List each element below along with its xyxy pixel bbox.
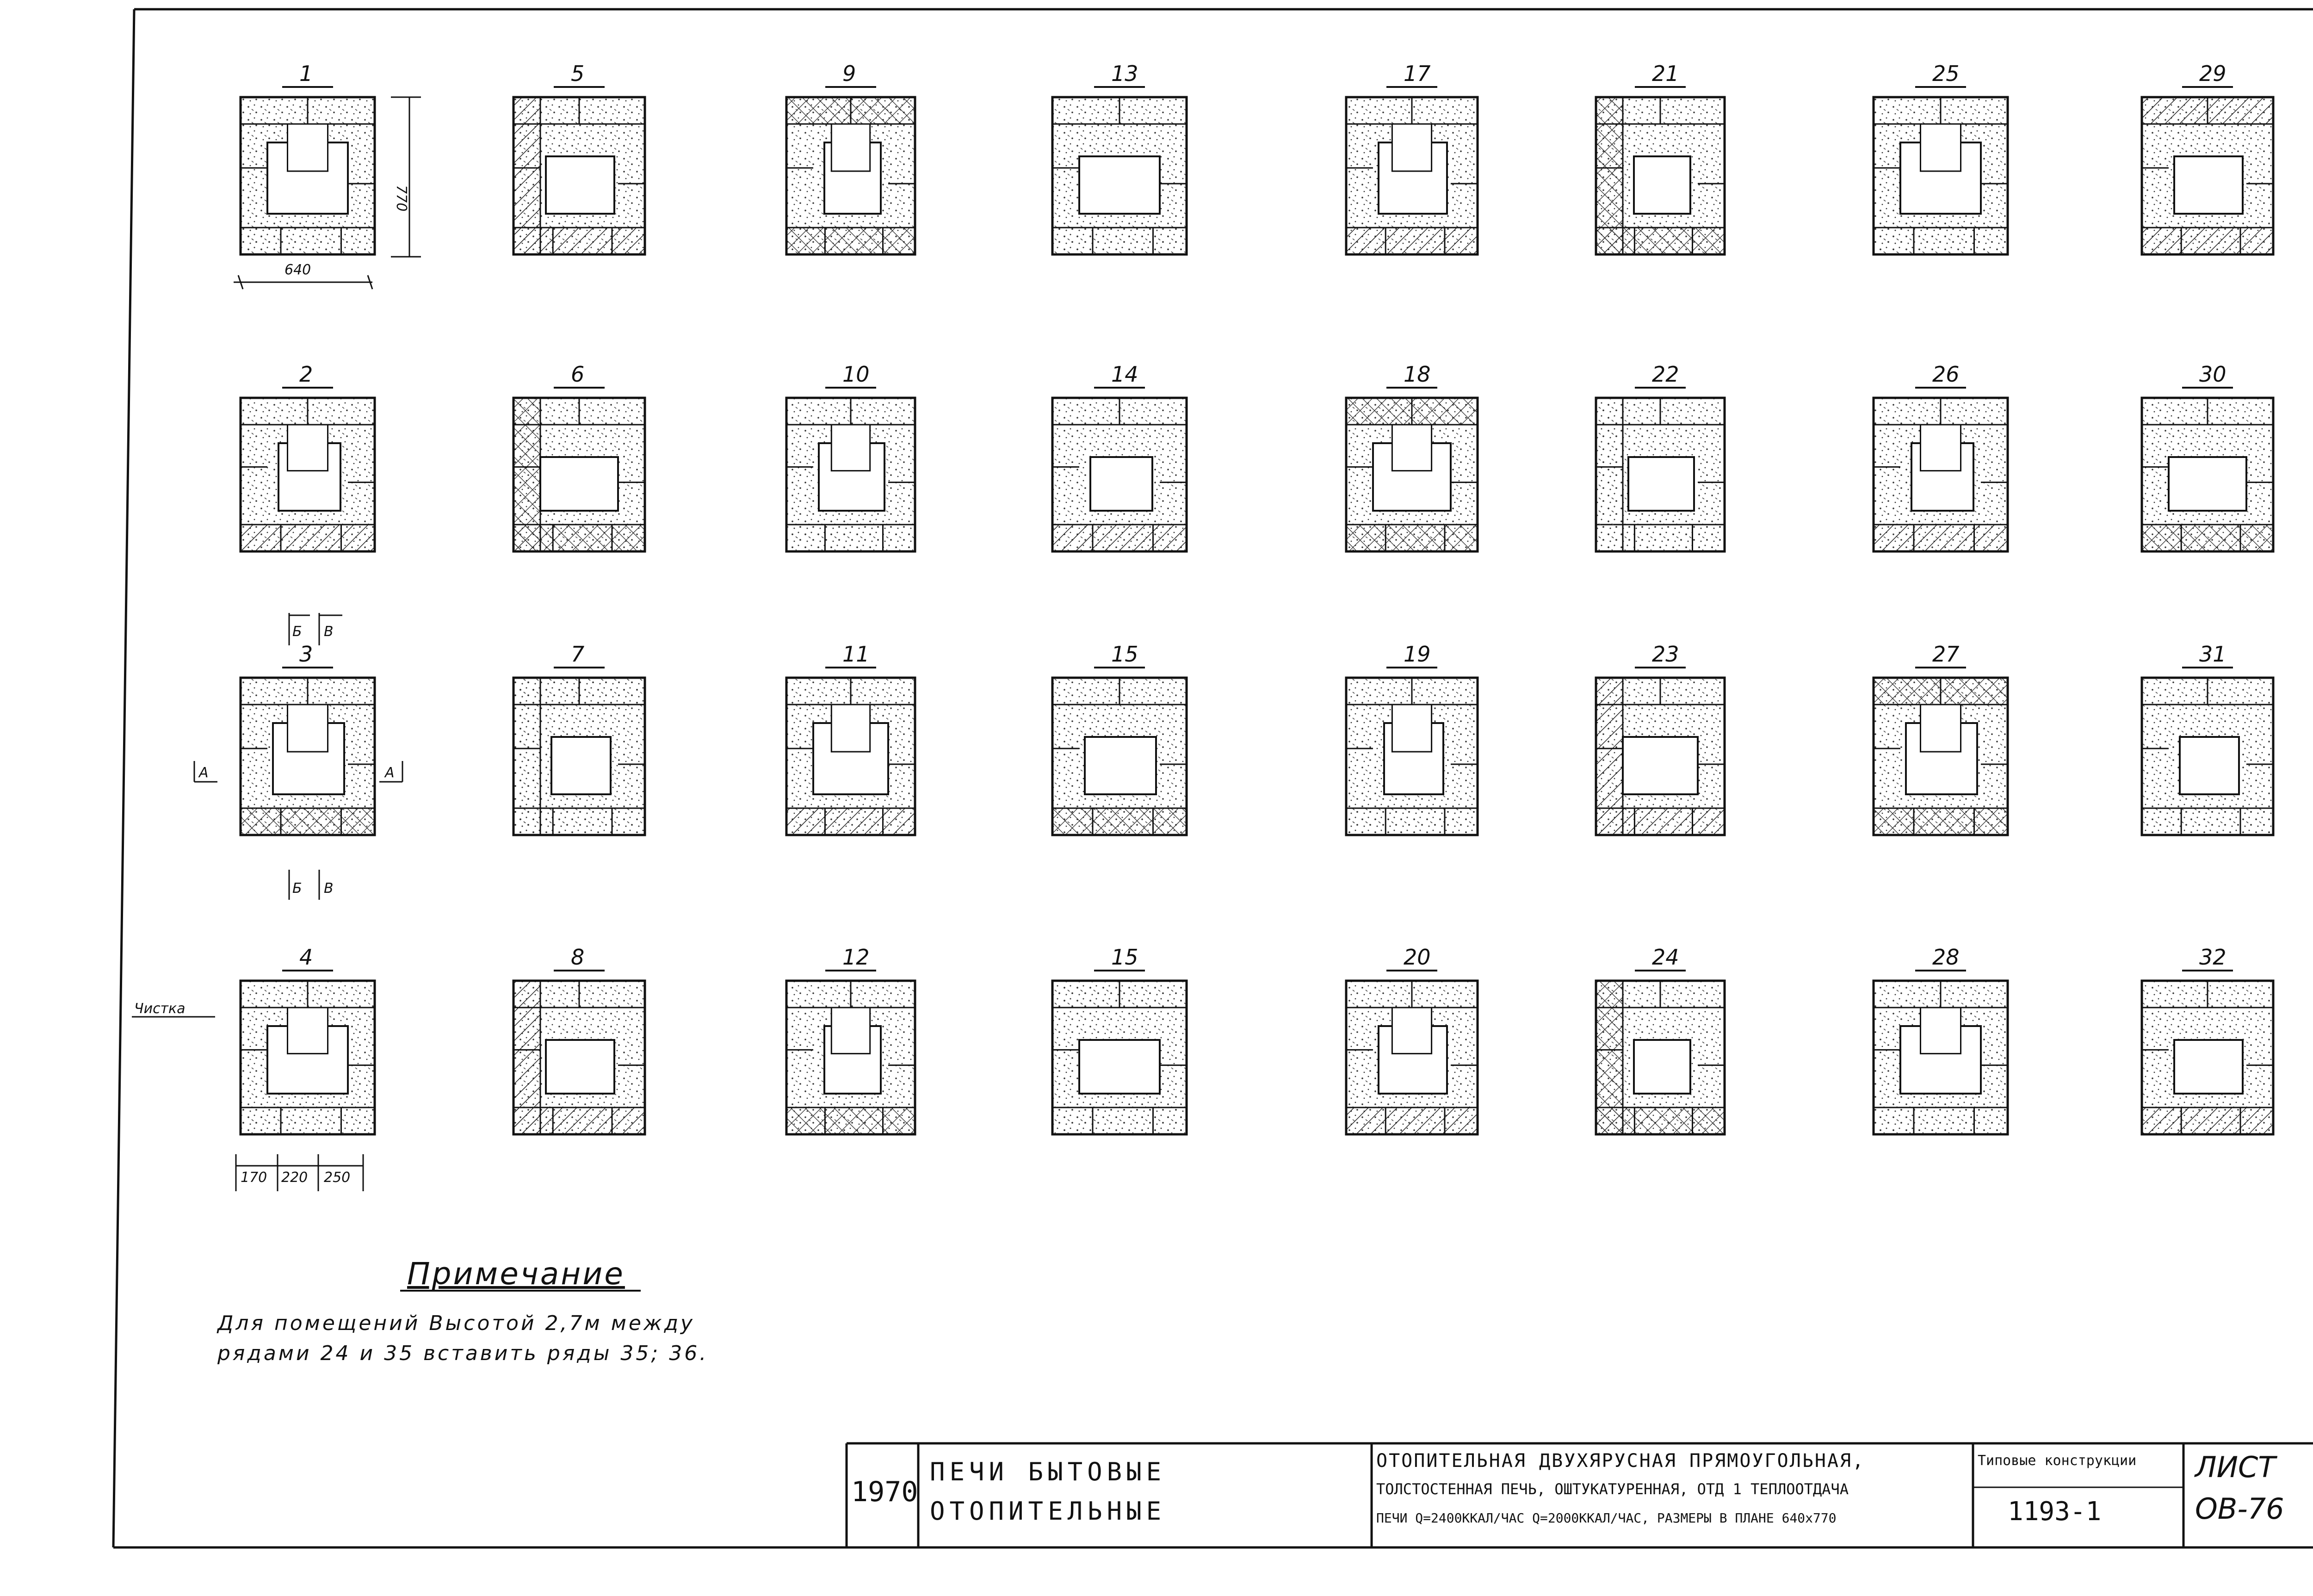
title-block-series-label: Типовые конструкции bbox=[1978, 1453, 2137, 1469]
section-mark-v-top: В bbox=[324, 624, 334, 640]
course-label-17: 3 bbox=[299, 642, 313, 667]
height-dimension: 770 bbox=[393, 185, 409, 212]
course-plan-13 bbox=[1346, 398, 1478, 551]
course-label-1: 1 bbox=[299, 61, 313, 86]
course-plan-11 bbox=[786, 398, 915, 551]
title-block-description-3: ПЕЧИ Q=2400ККАЛ/ЧАС Q=2000ККАЛ/ЧАС, РАЗМЕРЫ В ПЛАНЕ 640х770 bbox=[1376, 1510, 1837, 1526]
course-label-18: 7 bbox=[571, 642, 585, 667]
course-plan-12 bbox=[1052, 398, 1187, 551]
course-plan-3 bbox=[786, 97, 915, 254]
course-label-6: 21 bbox=[1652, 61, 1679, 86]
course-plan-20 bbox=[1052, 678, 1187, 835]
course-plan-6 bbox=[1596, 97, 1725, 254]
course-plan-21 bbox=[1346, 678, 1478, 835]
course-label-22: 23 bbox=[1652, 642, 1679, 667]
course-label-5: 17 bbox=[1404, 61, 1431, 86]
course-label-32: 32 bbox=[2199, 945, 2226, 970]
title-block-description-1: ОТОПИТЕЛЬНАЯ ДВУХЯРУСНАЯ ПРЯМОУГОЛЬНАЯ, bbox=[1376, 1450, 1865, 1472]
course-label-27: 12 bbox=[842, 945, 870, 970]
course-plan-28 bbox=[1052, 981, 1187, 1134]
course-plan-8 bbox=[2142, 97, 2273, 254]
course-plan-31 bbox=[1874, 981, 2008, 1134]
title-block-sheet-label: ЛИСТ bbox=[2195, 1450, 2276, 1484]
course-label-8: 29 bbox=[2199, 61, 2226, 86]
course-label-12: 14 bbox=[1111, 362, 1138, 387]
course-label-28: 15 bbox=[1111, 945, 1138, 970]
course-plan-29 bbox=[1346, 981, 1478, 1134]
section-mark-b-bottom: Б bbox=[292, 880, 302, 897]
note-title: Примечание bbox=[407, 1256, 625, 1292]
course-label-9: 2 bbox=[299, 362, 313, 387]
course-plan-10 bbox=[513, 398, 645, 551]
chistka-label: Чистка bbox=[134, 1001, 186, 1017]
course-label-3: 9 bbox=[842, 61, 856, 86]
course-plan-15 bbox=[1874, 398, 2008, 551]
course-label-29: 20 bbox=[1404, 945, 1431, 970]
course-label-19: 11 bbox=[842, 642, 870, 667]
section-mark-a-right: А bbox=[385, 765, 395, 781]
title-block-description-2: ТОЛСТОСТЕННАЯ ПЕЧЬ, ОШТУКАТУРЕННАЯ, ОТД 1 ТЕПЛООТДАЧА bbox=[1376, 1480, 1849, 1498]
course-label-13: 18 bbox=[1404, 362, 1431, 387]
course-plan-5 bbox=[1346, 97, 1478, 254]
section-mark-a-left: А bbox=[199, 765, 209, 781]
course-label-11: 10 bbox=[842, 362, 870, 387]
course-plan-19 bbox=[786, 678, 915, 835]
course-plan-30 bbox=[1596, 981, 1725, 1134]
course-label-14: 22 bbox=[1652, 362, 1679, 387]
course-plan-32 bbox=[2142, 981, 2273, 1134]
course-plan-9 bbox=[241, 398, 375, 551]
course-label-31: 28 bbox=[1932, 945, 1960, 970]
title-block-category-1: ПЕЧИ БЫТОВЫЕ bbox=[930, 1457, 1166, 1486]
brick-course-plans bbox=[241, 97, 2273, 1134]
course-label-7: 25 bbox=[1932, 61, 1960, 86]
course-label-4: 13 bbox=[1111, 61, 1138, 86]
title-block-sheet-number: ОВ-76 bbox=[2195, 1492, 2284, 1526]
course-label-2: 5 bbox=[571, 61, 585, 86]
course-label-16: 30 bbox=[2199, 362, 2226, 387]
course-plan-25 bbox=[241, 981, 375, 1134]
note-line-1: Для помещений Высотой 2,7м между bbox=[217, 1311, 695, 1335]
title-block-category-2: ОТОПИТЕЛЬНЫЕ bbox=[930, 1497, 1166, 1526]
course-plan-17 bbox=[241, 678, 375, 835]
course-plan-18 bbox=[513, 678, 645, 835]
course-label-25: 4 bbox=[299, 945, 313, 970]
course-plan-22 bbox=[1596, 678, 1725, 835]
title-block-series-number: 1193-1 bbox=[2008, 1497, 2102, 1527]
segment-dimension-2: 220 bbox=[281, 1169, 308, 1186]
course-label-15: 26 bbox=[1932, 362, 1960, 387]
course-plan-7 bbox=[1874, 97, 2008, 254]
section-mark-v-bottom: В bbox=[324, 880, 334, 897]
note-line-2: рядами 24 и 35 вставить ряды 35; 36. bbox=[217, 1342, 709, 1365]
section-mark-b-top: Б bbox=[292, 624, 302, 640]
course-label-10: 6 bbox=[571, 362, 585, 387]
width-dimension: 640 bbox=[284, 262, 311, 278]
title-block-year: 1970 bbox=[851, 1476, 918, 1508]
course-label-24: 31 bbox=[2199, 642, 2226, 667]
segment-dimension-1: 170 bbox=[241, 1169, 267, 1186]
course-label-20: 15 bbox=[1111, 642, 1138, 667]
course-label-23: 27 bbox=[1932, 642, 1960, 667]
course-plan-26 bbox=[513, 981, 645, 1134]
course-plan-1 bbox=[241, 97, 375, 254]
course-plan-16 bbox=[2142, 398, 2273, 551]
course-plan-23 bbox=[1874, 678, 2008, 835]
course-plan-27 bbox=[786, 981, 915, 1134]
course-label-21: 19 bbox=[1404, 642, 1431, 667]
segment-dimension-3: 250 bbox=[324, 1169, 351, 1186]
course-label-26: 8 bbox=[571, 945, 585, 970]
course-plan-14 bbox=[1596, 398, 1725, 551]
course-plan-24 bbox=[2142, 678, 2273, 835]
course-plan-4 bbox=[1052, 97, 1187, 254]
course-label-30: 24 bbox=[1652, 945, 1679, 970]
course-plan-2 bbox=[513, 97, 645, 254]
